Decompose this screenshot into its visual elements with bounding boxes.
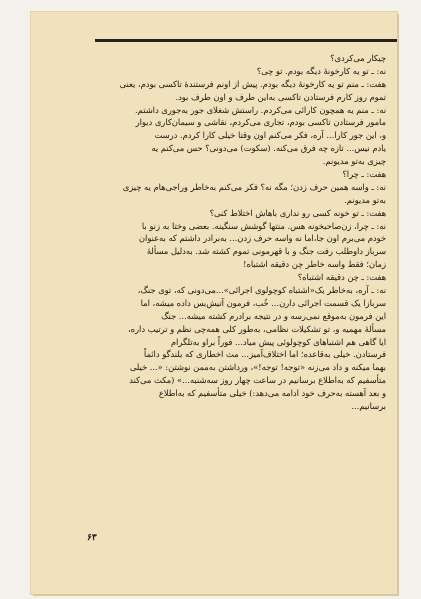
text-line: سربازا یک قسمت اجرائی دارن... خُب، فرمون آتیش‌بس داده میشه، اما (140, 297, 386, 308)
text-line: سرباز داوطلب رفت جنگ و با قهرمونی تموم کشته شد. به‌دلیل مسألهٔ (146, 246, 386, 257)
text-line: نه: ـ تو یه کارخونهٔ دیگه بودم. تو چی؟ (256, 65, 386, 76)
book-page (31, 12, 397, 594)
text-line: و بعد آهسته به‌حرف خود ادامه می‌دهد:) خیلی متأسفیم که به‌اطلاع (158, 388, 386, 399)
text-line: این فرمون به‌موقع نمی‌رسه و در نتیجه برادرم کشته میشه... جنگ (161, 310, 386, 321)
text-line: هفت: ـ منم تو یه کارخونهٔ دیگه بودم. پیش از اونم فرستندهٔ تاکسی بودم، یعنی (119, 78, 386, 89)
text-line: هفت: ـ تو خونه کسی رو نداری باهاش اختلاط کنی؟ (209, 207, 386, 218)
text-line: ایا گاهی هم اشتباهای کوچولوئی پیش میاد... فوراً براو به‌تلگرام (170, 336, 386, 347)
text-line: چیکار می‌کردی؟ (330, 53, 386, 63)
text-line: بهما میکنه و داد می‌زنه «توجه! توجه!»، ورداشتن به‌ممن نوشتن: «... خیلی (129, 362, 386, 373)
text-line: یادم نیس... تازه چه فرق می‌کنه. (سکوت) می‌دونی؟ حس می‌کنم یه (151, 143, 386, 154)
text-line: زمان؛ فقط واسه خاطر چن دقیقه اشتباه! (243, 259, 386, 270)
text-line: خودم می‌برم اون جا،اما نه واسه حرف زدن... به‌برادر داشتم که به‌عنوان (138, 233, 386, 244)
text-line: مسألهٔ مهمیه و، تو تشکیلات نظامی، به‌طور کلی همه‌چی نظم و ترتیب داره، (128, 323, 386, 334)
text-line: هفت: ـ چرا؟ (342, 169, 386, 180)
page-number: ۶۳ (87, 533, 97, 543)
text-line: فرستادن. خیلی به‌قاعده؛ اما اختلاف‌آمیز... مث اخطاری که بلندگو دائماً (143, 349, 386, 360)
text-line: نه: ـ منم یه همچون کارائی می‌کردم. راستش شغلای جور به‌جوری داشتم. (135, 104, 386, 115)
text-line: نه: ـ آره، به‌خاطر یک«اشتباه کوچولوی اجرائی»...می‌دونی که، توی جنگ، (137, 285, 386, 296)
text-line: نه: ـ چرا، زن‌صاحبخونه هس. منتها گوشش سنگینه. بعضی وختا به زنو با (141, 220, 386, 231)
text-line: به‌تو مدیونم. (344, 194, 386, 205)
text-line: هفت: ـ چن دقیقه اشتباه؟ (297, 272, 386, 283)
text-line: تموم روز کارم فرستادن تاکسی به‌این طرف و اون طرف بود. (175, 91, 386, 102)
text-line: نه: ـ واسه همین حرف زدن؛ مگه نه؟ فکر می‌کنم به‌خاطر وراجی‌هام یه چیزی (122, 181, 386, 192)
text-line: مامور فرستادن تاکسی بودم، تجاری می‌کردم، نقاشی و سیمان‌کاری دیوار (135, 117, 386, 128)
text-line: چیزی به‌تو مدیونم. (322, 156, 386, 167)
header-rule (95, 39, 397, 42)
dialogue-text (80, 52, 386, 552)
text-line: و، این جور کارا... آره، فکر می‌کنم اون وقتا خیلی کارا کردم. درست (154, 130, 386, 141)
text-line: برسانیم... (351, 401, 386, 412)
text-line: متأسفیم که به‌اطلاع برسانیم در ساعت چهار روز سه‌شنبه...» (مکث می‌کند (129, 375, 386, 386)
